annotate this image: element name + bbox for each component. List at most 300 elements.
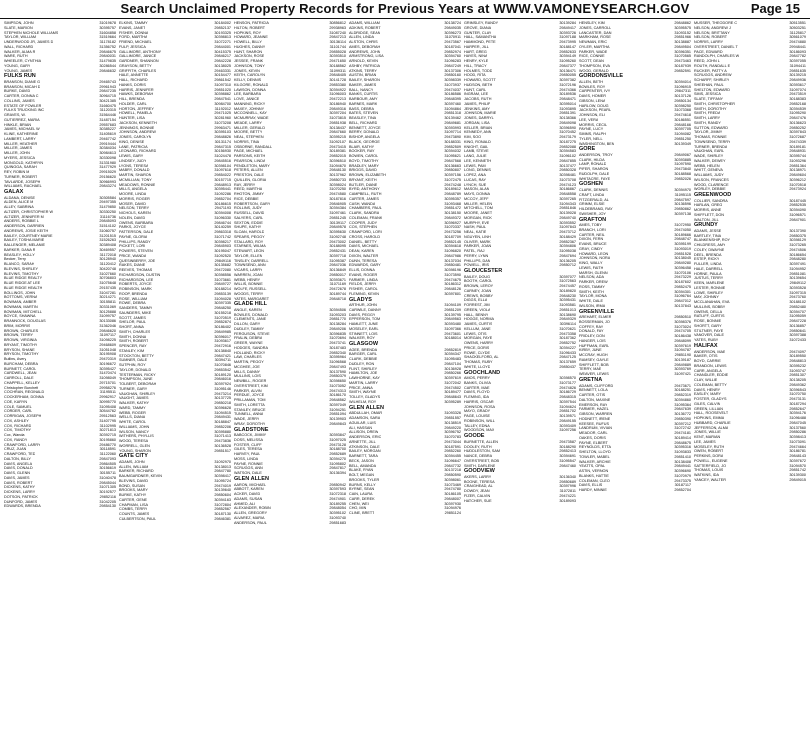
owner-name: ALI, HASSAN [349, 425, 373, 430]
property-id: 31097421 [674, 372, 691, 377]
property-id: 29473995 [559, 40, 576, 44]
property-id: 29849889 [674, 362, 691, 367]
owner-name: NELSON, ANDREW J [694, 25, 731, 30]
city-heading: GLADE HILL [234, 301, 267, 308]
owner-name: COLEMAN, BETTY [694, 382, 727, 387]
property-id: 31331980 [99, 160, 116, 165]
property-id: 30396017 [214, 334, 231, 339]
property-id: 30398196 [444, 268, 461, 272]
owner-name: CARR, ANGELA [694, 368, 722, 373]
property-id: 29852480 [789, 304, 806, 309]
property-id: 30397077 [559, 274, 576, 279]
owner-name: BURNS, KELLY [349, 482, 376, 487]
owner-name: HOOD, RITA [464, 73, 486, 78]
owner-name: WOLFE, RUSSELL [234, 287, 267, 291]
property-id: 29473256 [444, 230, 461, 234]
owner-name: ANDERS, ROBBIE L [4, 219, 40, 224]
owner-name: WOOD, TERESA [119, 439, 149, 443]
property-id: 29842228 [214, 59, 231, 63]
owner-name: PHILLIPS, DAN [464, 258, 491, 263]
property-id: 29474339 [789, 139, 806, 144]
owner-name: SMITH, WAYNE [349, 390, 377, 395]
property-id: 31096488 [789, 416, 806, 421]
owner-name: THOMPSON, JUNE [119, 377, 153, 382]
owner-name: AREHART, ELMER [579, 315, 612, 320]
property-id: 29852647 [789, 406, 806, 411]
owner-name: HARDY, MINNIE [579, 488, 607, 493]
owner-name: ABBOTT, KAREN [234, 487, 264, 492]
property-id: 29465743 [99, 79, 116, 84]
property-id: 31094624 [559, 404, 576, 409]
owner-name: JONES, CAROLYN [119, 135, 152, 139]
property-id: 30398250 [674, 103, 691, 108]
property-id: 29861542 [214, 78, 231, 82]
owner-name: BRYANT, TIMOTHY [4, 342, 38, 347]
owner-name: GREEN, VIOLA [464, 307, 491, 312]
property-id: 30305584 [99, 195, 116, 200]
property-id: 31071169 [329, 282, 346, 287]
property-id: 31070106 [674, 270, 691, 275]
property-id: 31178182 [99, 40, 116, 44]
owner-name: TERRY, MAE [579, 367, 602, 372]
owner-name: BOTTOMS, VERNA [4, 295, 38, 300]
owner-name: ROSE, WILLIAM [119, 296, 148, 301]
property-id: 29847421 [214, 353, 231, 358]
property-id: 30137659 [559, 360, 576, 365]
property-id: 29854130 [99, 504, 116, 509]
owner-name: PRICE, ANNA [349, 385, 373, 390]
property-id: 29848471 [559, 97, 576, 101]
owner-name: JONES, WILLIE [694, 430, 721, 435]
property-id: 30136471 [559, 68, 576, 73]
property-id: 29473741 [329, 341, 346, 346]
owner-name: SHELTON, LLOYD [579, 450, 611, 455]
property-id: 30138025 [214, 63, 231, 68]
owner-name: AKERS, LARRY [464, 474, 492, 479]
city-heading: GLASGOW [349, 341, 379, 348]
owner-name: DIXON, FERN [579, 237, 604, 242]
property-id: 29849727 [214, 282, 231, 287]
owner-name: COLLIER, SANDRA [694, 198, 728, 203]
property-id: 30138408 [674, 459, 691, 464]
owner-name: AUSTIN, BRIAN [349, 73, 377, 78]
property-id: 30394806 [559, 244, 576, 249]
owner-name: FLINT, SHIRLEY [349, 366, 378, 371]
property-id: 30394922 [329, 87, 346, 92]
owner-name: SEXTON, EDDIE [234, 220, 263, 225]
owner-name: WILSON, FRANCES [694, 177, 729, 182]
property-id: 29473463 [674, 59, 691, 63]
owner-name: BAILEY, TOSHA MARIE [4, 238, 45, 243]
property-id: 29849316 [329, 106, 346, 111]
listing-column-5 [464, 21, 576, 735]
city-heading: GLEN ALLEN [234, 475, 269, 482]
owner-name: NASH, PAUL [464, 225, 487, 230]
property-id: 29853542 [214, 367, 231, 372]
owner-name: HILDEBRAND, RAY [579, 207, 613, 212]
owner-name: WOODS, TERRY [234, 291, 264, 296]
owner-name: WALKER, ARCHIE [579, 459, 611, 464]
property-id: 31070911 [444, 35, 461, 40]
owner-name: HART, GREG [464, 49, 487, 54]
owner-name: WHEELER, CYNTHIA [4, 59, 42, 63]
property-id: 29919444 [99, 141, 116, 146]
owner-name: DEEL, BRENDA [694, 252, 722, 257]
property-id: 31116736 [99, 214, 116, 219]
owner-name: ALDANA, DENISE [4, 195, 36, 200]
property-id: 30397204 [329, 111, 346, 116]
property-id: 31096283 [444, 59, 461, 63]
property-id: 29853380 [329, 82, 346, 87]
property-id: 30397619 [444, 376, 461, 381]
property-id: 31095290 [789, 111, 806, 116]
owner-name: BLANKS, HATTIE [579, 473, 609, 478]
property-id: 30138150 [444, 211, 461, 215]
property-id: 31096820 [444, 249, 461, 253]
property-id: 30384034 [99, 146, 116, 151]
property-id: 31097461 [329, 211, 346, 215]
owner-name: LAWHORNE, KAY [349, 376, 380, 381]
property-id: 30397156 [444, 173, 461, 177]
owner-name: NOLEN, DAVID [119, 215, 146, 220]
owner-name: DUNFORD, JAMES [4, 499, 38, 504]
property-id: 30138366 [559, 116, 576, 120]
owner-name: JOHNSON, ROSA [464, 404, 496, 409]
owner-name: DICKENS, LARRY [4, 490, 36, 495]
owner-name: MORRIS, CECIL [579, 122, 608, 127]
property-id: 30188847 [214, 420, 231, 424]
property-id: 31027660 [99, 271, 116, 276]
property-id: 29852633 [559, 49, 576, 54]
property-id: 29852319 [674, 393, 691, 398]
property-id: 29850017 [329, 272, 346, 277]
owner-name: RANDOLPH, CHARLES W [694, 54, 740, 59]
property-id: 30186867 [559, 187, 576, 192]
property-id: 31024478 [214, 154, 231, 158]
owner-name: BLUE RIDGE HEALTH [4, 285, 43, 290]
property-id: 29474502 [444, 385, 461, 390]
property-id: 30136596 [674, 202, 691, 207]
property-id: 29851209 [444, 307, 461, 312]
property-id: 30395744 [789, 154, 806, 158]
property-id: 29852145 [444, 239, 461, 244]
property-id: 29850481 [444, 263, 461, 268]
property-id: 30186170 [329, 393, 346, 398]
property-id: 30394711 [214, 358, 231, 363]
property-id: 30398570 [559, 376, 576, 381]
property-id: 31092970 [214, 459, 231, 464]
property-id: 30396752 [444, 430, 461, 435]
property-id: 31097025 [329, 437, 346, 442]
property-id: 30186402 [214, 325, 231, 329]
owner-name: MILLS, DANNY [234, 369, 261, 374]
page-header [0, 0, 810, 18]
owner-name: SIMMS, RALPH [579, 132, 606, 137]
owner-name: BYRD, ANTHONY [349, 187, 380, 192]
property-id: 29849112 [789, 281, 806, 286]
property-id: 30195860 [99, 437, 116, 442]
owner-name: PATEL, RAJ [464, 249, 485, 253]
owner-name: HAMILTON, JOE [349, 371, 378, 376]
owner-name: CROSS, HAROLD [349, 234, 381, 239]
owner-name: BOWLES, DONALD [234, 312, 268, 317]
property-id: 30398024 [329, 182, 346, 187]
property-id: 29474901 [329, 496, 346, 501]
property-id: 31519664 [99, 35, 116, 40]
property-id: 29852874 [214, 320, 231, 325]
property-id: 31099311 [329, 68, 346, 73]
property-id: 29471650 [329, 59, 346, 63]
property-id: 29849417 [559, 25, 576, 30]
owner-name: MARKHAM, ROSE [579, 35, 611, 40]
property-id: 29848250 [214, 306, 231, 310]
owner-name: WARE, RUTH [4, 54, 28, 59]
property-id: 29470319 [99, 357, 116, 362]
owner-name: OLIVER, MARK [464, 239, 491, 244]
owner-name: CARROLL, DALE [4, 376, 34, 381]
property-id: 30139654 [789, 276, 806, 281]
owner-name: HARRIS, OSCAR [464, 399, 494, 404]
property-id: 31070694 [329, 336, 346, 341]
property-id: 29849206 [329, 326, 346, 331]
owner-name: LAMP, RONALD [579, 162, 607, 167]
owner-name: PACE, EDWARD [694, 49, 723, 54]
owner-name: WORRELL, GLEN [119, 443, 150, 448]
owner-name: BROWN, TERRY [4, 333, 34, 338]
property-id: 30331069 [99, 304, 116, 309]
owner-name: CARTER, DONNA C [4, 94, 39, 99]
property-id: 31047281 [99, 290, 116, 295]
owner-name: EPPERSON, TOM [349, 317, 381, 322]
property-id: 31564446 [99, 113, 116, 118]
owner-name: ROOP, BRENDA [119, 291, 148, 296]
property-id: 29473567 [444, 40, 461, 44]
property-id: 31095724 [214, 478, 231, 483]
property-id: 29473179 [559, 135, 576, 139]
property-id: 31072563 [559, 279, 576, 284]
property-id: 30396543 [789, 387, 806, 392]
city-heading: GATE CITY [119, 453, 148, 460]
owner-name: WILLIAMS, JOHN [119, 424, 150, 429]
owner-name: ROSS, TAMMY [579, 284, 605, 289]
property-id: 30393510 [329, 54, 346, 59]
property-id: 31095802 [329, 461, 346, 466]
owner-name: SMITH, CHARLES [119, 329, 151, 334]
property-id: 29474050 [674, 227, 691, 232]
owner-name: DAVIS, ROBERT [4, 480, 33, 485]
owner-name: CARPENTER, IVY [579, 89, 611, 94]
property-id: 30139640 [214, 488, 231, 493]
property-id: 29851635 [789, 68, 806, 73]
owner-name: BROWN, CHARLES [4, 328, 39, 333]
property-id: 29474181 [674, 431, 691, 436]
owner-name: BRYANT, KEITH [349, 177, 377, 182]
owner-name: BROOKS, TYLER [349, 477, 380, 482]
owner-name: MOSER, DAVID [119, 201, 147, 206]
owner-name: WRAY, DOROTHY [234, 421, 266, 426]
owner-name: BERRY, DONALD [349, 130, 380, 135]
owner-name: BARNETT, TARA [349, 454, 378, 459]
owner-name: HOWARD, SCOTT [464, 78, 496, 82]
property-id: 31122060 [99, 452, 116, 457]
owner-name: SMITH, LORETTA [234, 402, 265, 407]
owner-name: BOWEN, CAROL [349, 154, 379, 158]
owner-name: WALTON, JILL [694, 217, 719, 222]
property-id: 30393993 [444, 125, 461, 130]
owner-name: POWELL, IRIS [464, 263, 490, 268]
owner-name: DOWDY, JEAN [464, 489, 490, 494]
city-heading: GOOCHLAND [464, 369, 501, 376]
property-id: 30186551 [674, 117, 691, 122]
owner-name: GILES, CALVIN [694, 401, 721, 406]
owner-name: SIMPSON, JOHN [4, 21, 34, 25]
property-id: 29846905 [329, 201, 346, 206]
property-id: 31097590 [674, 162, 691, 167]
owner-name: FOSTER, GLADYS [694, 397, 727, 402]
owner-name: SMITH, FREDA [694, 111, 721, 116]
property-id: 29852026 [674, 176, 691, 181]
listing-column-7 [694, 21, 806, 735]
property-id: 29472678 [329, 287, 346, 291]
owner-name: AARON, MICHAEL [234, 482, 267, 487]
owner-name: BATES, STEVEN [349, 111, 379, 116]
property-id: 29961943 [99, 84, 116, 89]
property-id: 30125888 [99, 309, 116, 314]
property-id: 30393480 [444, 322, 461, 327]
owner-name: CARTER, JAMES [349, 196, 379, 201]
owner-name: SANDERS, TAMMY [119, 306, 153, 310]
property-id: 30398376 [674, 319, 691, 324]
owner-name: FIZER, CALVIN [464, 493, 491, 498]
owner-name: DOSS, MELISSA [234, 437, 263, 442]
city-heading: FULKS RUN [4, 73, 36, 80]
owner-name: CLARK, HILDA [579, 157, 605, 162]
owner-name: MARTIN, PEGGY [234, 360, 264, 365]
owner-name: SUTPHIN, ROY [119, 363, 146, 367]
property-id: 31072742 [674, 426, 691, 431]
property-id: 30398650 [329, 379, 346, 384]
property-id: 29847901 [789, 217, 806, 222]
property-record-row [234, 521, 346, 526]
owner-name: Christopher Burchett [4, 385, 39, 390]
owner-name: PARKER, DREW [579, 280, 608, 285]
owner-name: VAUGHT, JAMES [119, 396, 149, 401]
property-id: 29474664 [789, 444, 806, 449]
property-id: 31072271 [214, 40, 231, 44]
property-id: 30395199 [674, 242, 691, 247]
owner-name: BRANSON, DIANE G [4, 79, 41, 84]
property-id: 30138690 [559, 312, 576, 317]
property-id: 29850286 [789, 430, 806, 435]
property-id: 29847597 [674, 197, 691, 202]
property-id: 30385227 [99, 127, 116, 132]
property-id: 30395575 [674, 25, 691, 30]
property-id: 30189255 [329, 501, 346, 506]
owner-name: JOHNSON, MARIE [464, 111, 497, 116]
property-id: 29847045 [789, 420, 806, 425]
property-id: 30187939 [674, 63, 691, 68]
property-id: 30398061 [444, 477, 461, 482]
owner-name: WEAVER, LEWIS [579, 372, 609, 377]
owner-name: ESTEP, RICKY [694, 257, 720, 262]
property-id: 29851391 [559, 111, 576, 116]
owner-name: SHUPE, KATHY [234, 225, 262, 230]
property-id: 30136849 [329, 268, 346, 272]
owner-name: AMOS, PERRY [464, 376, 490, 381]
owner-name: HOWARD, JEANNE [234, 35, 268, 40]
property-id: 31070565 [674, 54, 691, 59]
owner-name: JAMES, CURTIS [464, 322, 493, 327]
property-id: 29850379 [329, 374, 346, 379]
property-id: 30397382 [559, 78, 576, 82]
property-id: 29848558 [559, 192, 576, 196]
property-id: 30421385 [99, 98, 116, 103]
owner-name: BLEVINS, DAVID [119, 478, 149, 483]
owner-name: TAYLOR, JIMMY [694, 130, 723, 135]
property-id: 30395357 [444, 196, 461, 201]
property-id: 30966993 [99, 179, 116, 184]
owner-name: WILLIS, BONNIE [234, 282, 263, 287]
owner-name: HARRIS, JENNIFER [119, 87, 154, 92]
owner-name: CORDER, CARL [4, 409, 33, 414]
owner-name: COX, STEPHEN [349, 225, 377, 230]
property-id: 29852752 [559, 341, 576, 346]
property-id: 30155218 [214, 310, 231, 315]
property-id: 29849098 [559, 120, 576, 125]
property-id: 31070750 [789, 392, 806, 397]
owner-name: GREER, WAYNE [234, 341, 263, 346]
owner-name: CLEMENTS, JANE [234, 317, 267, 322]
owner-name: JOHNSON, ANDREW [119, 130, 156, 135]
property-id: 31073937 [444, 82, 461, 87]
property-id: 30188290 [559, 444, 576, 449]
property-id: 29473044 [444, 439, 461, 444]
city-heading: GRETNA [579, 376, 603, 383]
property-id: 30397801 [444, 291, 461, 296]
owner-name: KEITH, CAROLYN [234, 73, 265, 78]
owner-name: CARNEY, JOAN [464, 288, 492, 293]
property-record-row [4, 504, 116, 509]
owner-name: EVANS, ROGER [349, 272, 378, 277]
property-id: 29845903 [214, 244, 231, 249]
property-id: 30395757 [99, 25, 116, 30]
property-id: 30189093 [559, 498, 576, 503]
property-id: 29473601 [444, 331, 461, 336]
owner-name: STANLEY, BRUCE [234, 407, 266, 412]
property-id: 30394583 [559, 149, 576, 154]
property-id: 30397593 [329, 487, 346, 492]
owner-name: BAILEY, MORGAN [349, 449, 381, 454]
owner-name: ANDREWS, JOHN [349, 49, 381, 54]
owner-name: KELLER, BRIAN [464, 125, 492, 130]
property-id: 29849843 [329, 421, 346, 426]
property-id: 30397672 [789, 458, 806, 463]
property-id: 31072042 [444, 380, 461, 385]
property-id: 31102995 [99, 423, 116, 428]
owner-name: MASON, ALAN [464, 187, 490, 192]
property-id: 31407795 [99, 418, 116, 423]
property-id: 31096003 [329, 92, 346, 97]
owner-name: BARBOUR, AMY [349, 97, 378, 101]
property-id: 29848126 [444, 287, 461, 291]
property-id: 30394032 [444, 149, 461, 154]
owner-name: SHEEHAN, PAUL [694, 82, 724, 87]
owner-name: ALLEN, LINDA [349, 35, 375, 40]
owner-name: GALLIMORE, ANTHONY [119, 49, 162, 54]
owner-name: SCHARFF, SHIRLEY [694, 78, 730, 82]
property-id: 29849563 [444, 317, 461, 322]
property-id: 31070519 [214, 315, 231, 320]
